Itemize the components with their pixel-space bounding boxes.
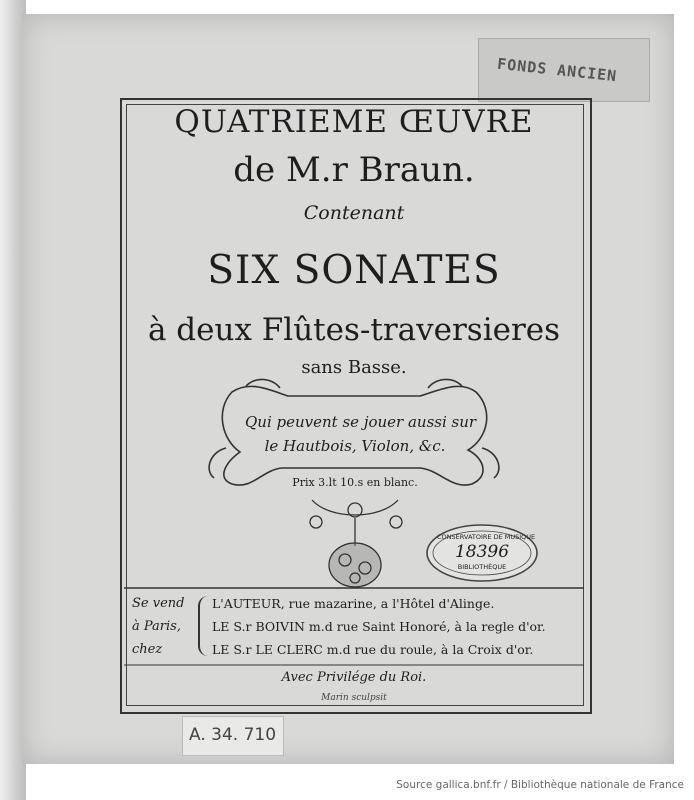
title-line-composer: de M.r Braun. xyxy=(233,150,475,190)
fonds-ancien-text: FONDS ANCIEN xyxy=(496,54,618,86)
source-credit-footer: Source gallica.bnf.fr / Bibliothèque nationale de France xyxy=(396,779,684,791)
stamp-bottom-text: BIBLIOTHÈQUE xyxy=(457,563,507,571)
stamp-institution-text: CONSERVATOIRE DE MUSIQUE xyxy=(437,533,536,541)
rococo-cartouche-ornament xyxy=(209,379,499,485)
floral-garland-ornament xyxy=(310,500,402,587)
seller-brace xyxy=(198,596,210,656)
engraver-credit: Marin sculpsit xyxy=(321,693,387,703)
title-line-work: QUATRIEME ŒUVRE xyxy=(174,104,534,140)
stamp-number-text: 18396 xyxy=(454,542,510,562)
title-line-sans-basse: sans Basse. xyxy=(301,357,407,378)
seller-line-leclerc: LE S.r LE CLERC m.d rue du roule, à la Croix d'or. xyxy=(212,642,534,657)
shelfmark-text: A. 34. 710 xyxy=(189,725,277,745)
seller-prefix-1: Se vend xyxy=(132,596,185,611)
price-text: Prix 3.lt 10.s en blanc. xyxy=(292,476,418,489)
cartouche-line-2: le Hautbois, Violon, &c. xyxy=(264,437,446,455)
royal-privilege-text: Avec Privilége du Roi. xyxy=(281,670,427,685)
cartouche-line-1: Qui peuvent se jouer aussi sur xyxy=(245,413,477,431)
seller-line-author: L'AUTEUR, rue mazarine, a l'Hôtel d'Alinge. xyxy=(212,596,495,611)
title-line-contenant: Contenant xyxy=(303,202,405,224)
seller-prefix-3: chez xyxy=(132,642,163,657)
title-line-sonatas: SIX SONATES xyxy=(207,248,501,293)
seller-line-boivin: LE S.r BOIVIN m.d rue Saint Honoré, à la regle d'or. xyxy=(212,619,546,634)
title-line-instruments: à deux Flûtes-traversieres xyxy=(147,312,561,348)
shelfmark-label xyxy=(182,716,284,756)
seller-prefix-2: à Paris, xyxy=(132,619,181,634)
